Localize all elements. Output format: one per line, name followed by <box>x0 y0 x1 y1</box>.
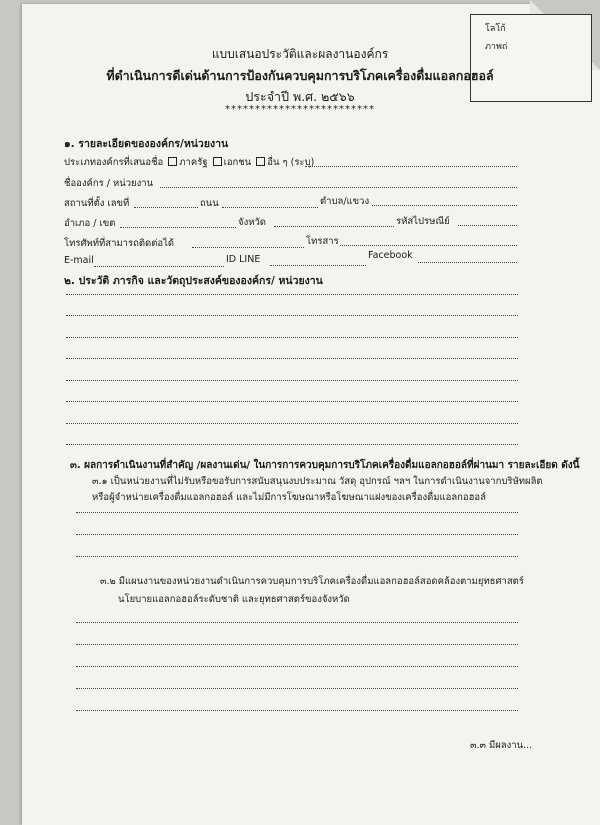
fax-label: โทรสาร <box>306 236 339 247</box>
item-3-1-answer-2[interactable] <box>76 534 518 535</box>
org-name-label: ชื่อองค์กร / หน่วยงาน <box>64 178 154 189</box>
item-3-1-answer-1[interactable] <box>76 512 518 513</box>
title-stars: ************************* <box>225 104 375 115</box>
checkbox-other[interactable] <box>256 157 265 166</box>
section2-line-5[interactable] <box>66 380 518 381</box>
opt-gov-label: ภาครัฐ <box>179 157 208 168</box>
other-field[interactable] <box>305 166 517 167</box>
item-3-2-answer-4[interactable] <box>76 688 518 689</box>
province-label: จังหวัด <box>238 217 266 228</box>
line-field[interactable] <box>270 265 366 266</box>
section2-line-7[interactable] <box>66 423 518 424</box>
org-type-label: ประเภทองค์กรที่เสนอชื่อ <box>64 157 164 168</box>
item-3-1-answer-3[interactable] <box>76 556 518 557</box>
form-title-1: แบบเสนอประวัติและผลงานองค์กร <box>211 47 389 61</box>
postal-field[interactable] <box>458 225 517 226</box>
item-3-1-line-2: หรือผู้จำหน่ายเครื่องดื่มแอลกอฮอล์ และไม่มีการโฆษณาหรือโฆษณาแฝงของเครื่องดื่มแอลกอฮอล์ <box>92 492 486 503</box>
section2-line-2[interactable] <box>66 315 518 316</box>
province-field[interactable] <box>274 226 394 227</box>
item-3-1-line-1: ๓.๑ เป็นหน่วยงานที่ไม่รับหรือขอรับการสนับสนุนงบประมาณ วัสดุ อุปกรณ์ ฯลฯ ในการดำเนินงานจากบริษัทผลิต <box>92 476 543 487</box>
photo-box-label-1: โลโก้ <box>485 24 506 34</box>
item-3-2-line-1: ๓.๒ มีแผนงานของหน่วยงานดำเนินการควบคุมการบริโภคเครื่องดื่มแอลกอฮอล์สอดคล้องตามยุทธศาสตร์ <box>100 576 524 587</box>
road-label: ถนน <box>200 198 219 209</box>
facebook-label: Facebook <box>368 250 413 261</box>
address-label: สถานที่ตั้ง เลขที่ <box>64 198 130 209</box>
section3-heading: ๓. ผลการดำเนินงานที่สำคัญ /ผลงานเด่น/ ในการการควบคุมการบริโภคเครื่องดื่มแอลกอฮอล์ที่ผ่านมา รายละเอียด ดังนี้ <box>70 460 580 471</box>
district-field[interactable] <box>120 227 236 228</box>
opt-private-label: เอกชน <box>223 157 252 168</box>
org-type-row <box>64 155 314 170</box>
fax-field[interactable] <box>340 245 517 246</box>
section1-heading: ๑. รายละเอียดขององค์กร/หน่วยงาน <box>64 138 229 150</box>
section2-line-4[interactable] <box>66 358 518 359</box>
line-label: ID LINE <box>226 254 261 265</box>
address-no-field[interactable] <box>134 207 198 208</box>
section2-line-8[interactable] <box>66 444 518 445</box>
item-3-2-answer-2[interactable] <box>76 644 518 645</box>
facebook-field[interactable] <box>418 262 517 263</box>
photo-box-label-2: ภาพถ่ <box>485 42 508 52</box>
section2-line-3[interactable] <box>66 337 518 338</box>
checkbox-private[interactable] <box>213 157 222 166</box>
subdistrict-field[interactable] <box>372 205 517 206</box>
item-3-2-answer-3[interactable] <box>76 666 518 667</box>
continued-label: ๓.๓ มีผลงาน... <box>470 740 533 751</box>
section2-heading: ๒. ประวัติ ภารกิจ และวัตถุประสงค์ขององค์กร/ หน่วยงาน <box>64 275 323 287</box>
form-sheet <box>22 4 600 825</box>
road-field[interactable] <box>222 207 318 208</box>
section2-line-6[interactable] <box>66 401 518 402</box>
email-field[interactable] <box>94 266 224 267</box>
form-title-2: ที่ดำเนินการดีเด่นด้านการป้องกันควบคุมการบริโภคเครื่องดื่มแอลกอฮอล์ <box>106 68 494 83</box>
item-3-2-answer-1[interactable] <box>76 622 518 623</box>
org-name-field[interactable] <box>160 187 517 188</box>
phone-field[interactable] <box>192 247 304 248</box>
opt-other-label: อื่น ๆ (ระบุ) <box>267 157 315 168</box>
subdistrict-label: ตำบล/แขวง <box>320 196 370 207</box>
section2-line-1[interactable] <box>66 294 518 295</box>
district-label: อำเภอ / เขต <box>64 218 116 229</box>
phone-label: โทรศัพท์ที่สามารถติดต่อได้ <box>64 238 175 249</box>
form-title-3: ประจำปี พ.ศ. ๒๕๖๖ <box>245 89 355 104</box>
item-3-2-line-2: นโยบายแอลกอฮอล์ระดับชาติ และยุทธศาสตร์ของจังหวัด <box>118 594 350 605</box>
item-3-2-answer-5[interactable] <box>76 710 518 711</box>
checkbox-gov[interactable] <box>168 157 177 166</box>
email-label: E-mail <box>64 255 94 266</box>
postal-label: รหัสไปรษณีย์ <box>396 216 450 227</box>
